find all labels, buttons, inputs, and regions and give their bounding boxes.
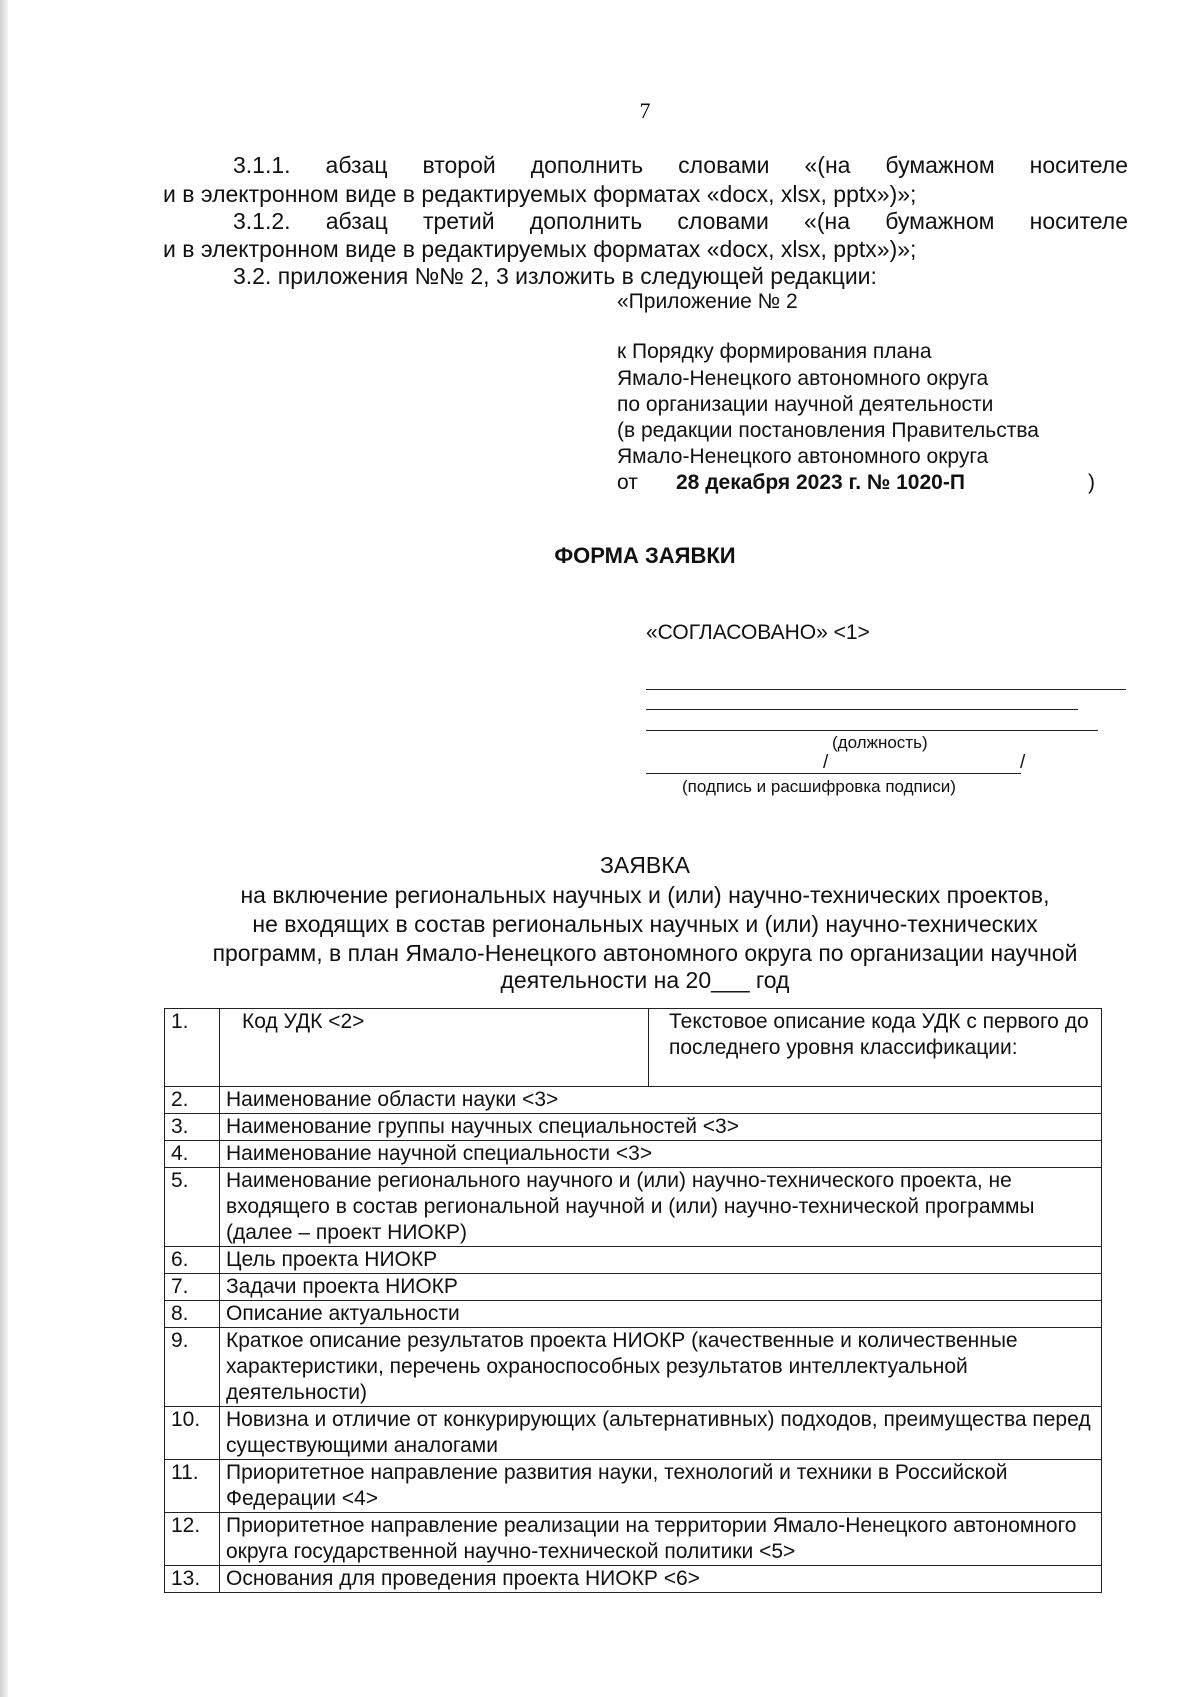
row-number: 10. [165, 1407, 220, 1460]
signature-slash-2: / [1020, 752, 1026, 773]
udc-code-label: Код УДК <2> [220, 1009, 649, 1087]
paragraph-3-1-2-line1: 3.1.2. абзац третий дополнить словами «(на бумажном носителе [233, 208, 1128, 234]
udc-description: Текстовое описание кода УДК с первого до последнего уровня классификации: [649, 1009, 1102, 1087]
row-number: 7. [165, 1274, 220, 1301]
row-number: 12. [165, 1513, 220, 1566]
appendix-title: «Приложение № 2 [617, 290, 798, 313]
table-row [165, 1460, 1102, 1513]
paragraph-3-1-1-line1: 3.1.1. абзац второй дополнить словами «(на бумажном носителе [233, 152, 1128, 178]
row-text: Новизна и отличие от конкурирующих (альтернативных) подходов, преимущества перед существующими аналогами [220, 1407, 1102, 1460]
row-number: 3. [165, 1114, 220, 1141]
table-row [165, 1566, 1102, 1593]
row-number: 9. [165, 1328, 220, 1407]
table-row [165, 1087, 1102, 1114]
row-text: Основания для проведения проекта НИОКР <6> [220, 1566, 1102, 1593]
approval-label: «СОГЛАСОВАНО» <1> [646, 621, 870, 644]
row-number: 4. [165, 1141, 220, 1168]
row-text: Наименование группы научных специальностей <3> [220, 1114, 1102, 1141]
table-row [165, 1141, 1102, 1168]
appendix-line-4: (в редакции постановления Правительства [617, 419, 1039, 442]
row-text: Наименование научной специальности <3> [220, 1141, 1102, 1168]
row-number: 1. [165, 1009, 220, 1087]
row-number: 6. [165, 1247, 220, 1274]
row-text: Краткое описание результатов проекта НИОКР (качественные и количественные характеристики, перечень охраноспособных результатов интеллектуальной деятельности) [220, 1328, 1102, 1407]
row-number: 8. [165, 1301, 220, 1328]
decree-reference: 28 декабря 2023 г. № 1020-П [676, 471, 965, 494]
signature-caption: (подпись и расшифровка подписи) [682, 777, 956, 796]
paragraph-3-2: 3.2. приложения №№ 2, 3 изложить в следующей редакции: [233, 263, 877, 289]
table-row [165, 1301, 1102, 1328]
row-text: Описание актуальности [220, 1301, 1102, 1328]
paragraph-3-1-2-line2: и в электронном виде в редактируемых форматах «docx, xlsx, pptx»)»; [163, 236, 917, 262]
table-row [165, 1274, 1102, 1301]
row-text: Цель проекта НИОКР [220, 1247, 1102, 1274]
appendix-close-paren: ) [1088, 471, 1095, 494]
table-row [165, 1513, 1102, 1566]
application-title: ЗАЯВКА [600, 852, 690, 878]
table-row [165, 1247, 1102, 1274]
application-line-4: деятельности на 20___ год [500, 967, 790, 993]
row-text: Наименование области науки <3> [220, 1087, 1102, 1114]
page-number: 7 [639, 98, 651, 123]
paragraph-3-1-1-line2: и в электронном виде в редактируемых форматах «docx, xlsx, pptx»)»; [163, 181, 917, 207]
row-text: Приоритетное направление развития науки, технологий и техники в Российской Федерации <4> [220, 1460, 1102, 1513]
row-text: Приоритетное направление реализации на территории Ямало-Ненецкого автономного округа государственной научно-технической политики <5> [220, 1513, 1102, 1566]
approval-line-3 [646, 730, 1098, 731]
scan-edge [0, 0, 8, 1697]
table-row [165, 1407, 1102, 1460]
application-line-2: не входящих в состав региональных научных и (или) научно-технических [252, 911, 1038, 937]
application-line-3: программ, в план Ямало-Ненецкого автономного округа по организации научной [212, 940, 1078, 966]
signature-line [646, 773, 1021, 774]
position-caption: (должность) [832, 733, 928, 752]
signature-slash-1: / [823, 752, 829, 773]
application-form-table [164, 1008, 1102, 1593]
appendix-line-2: Ямало-Ненецкого автономного округа [617, 367, 989, 390]
row-number: 13. [165, 1566, 220, 1593]
appendix-line-1: к Порядку формирования плана [617, 340, 932, 363]
application-line-1: на включение региональных научных и (или) научно-технических проектов, [240, 882, 1050, 908]
row-number: 2. [165, 1087, 220, 1114]
appendix-line-3: по организации научной деятельности [617, 393, 994, 416]
row-number: 11. [165, 1460, 220, 1513]
approval-line-2 [646, 709, 1078, 710]
form-title: ФОРМА ЗАЯВКИ [554, 543, 736, 568]
row-text: Наименование регионального научного и (или) научно-технического проекта, не входящего в состав региональной научной и (или) научно-технической программы (далее – проект НИОКР) [220, 1168, 1102, 1247]
table-row [165, 1114, 1102, 1141]
row-number: 5. [165, 1168, 220, 1247]
approval-line-1 [646, 689, 1126, 690]
appendix-from: от [617, 471, 638, 494]
table-row [165, 1009, 1102, 1087]
table-row [165, 1328, 1102, 1407]
appendix-line-5: Ямало-Ненецкого автономного округа [617, 445, 989, 468]
table-row [165, 1168, 1102, 1247]
row-text: Задачи проекта НИОКР [220, 1274, 1102, 1301]
